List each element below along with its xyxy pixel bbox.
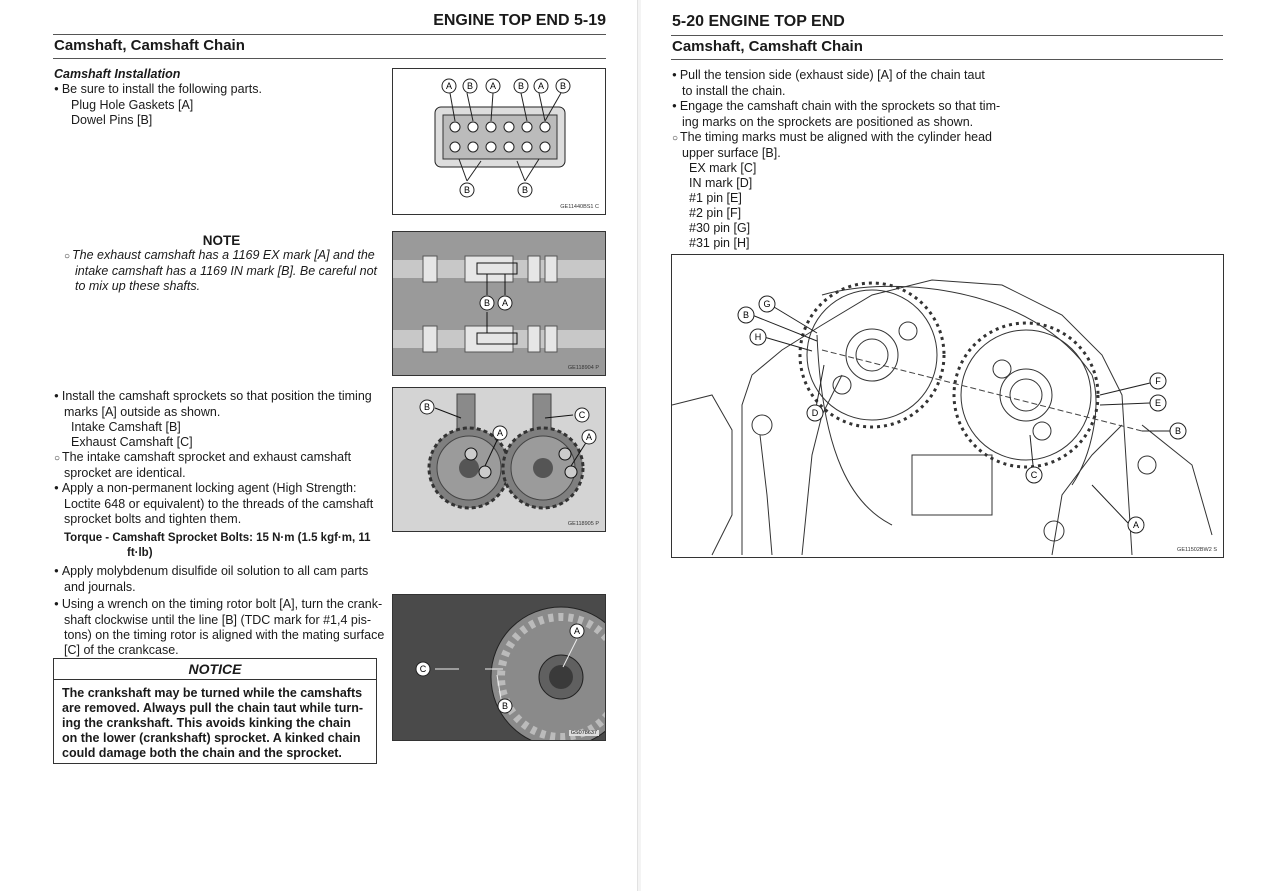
notice-box: [53, 658, 377, 764]
callout-label: E: [1154, 398, 1162, 408]
sprocket-block: [54, 389, 379, 595]
chain-line: ● Pull the tension side (exhaust side) [A] of the chain taut: [672, 68, 1012, 84]
page-header: ENGINE TOP END 5-19: [433, 12, 606, 29]
page-header: 5-20 ENGINE TOP END: [672, 13, 845, 30]
crank-line: [C] of the crankcase.: [64, 643, 179, 657]
section-title: Camshaft, Camshaft Chain: [672, 38, 863, 55]
camshaft-sprockets-figure: [392, 387, 606, 532]
callout-label: A: [501, 298, 509, 308]
figure-code: GE118904 P: [567, 365, 599, 371]
left-page: [0, 0, 637, 891]
chain-line: to install the chain.: [682, 84, 786, 98]
header-rule: [671, 35, 1223, 36]
locking-cont: Loctite 648 or equivalent) to the threads of the camshaft: [64, 497, 374, 511]
crank-block: [54, 597, 385, 658]
sprocket-sub-cont: sprocket are identical.: [64, 466, 186, 480]
callout-label: A: [573, 626, 581, 636]
callout-label: B: [521, 185, 529, 195]
section-rule: [53, 58, 606, 59]
torque-spec: Torque - Camshaft Sprocket Bolts: 15 N·m (1.5 kgf·m, 11: [64, 532, 371, 544]
install-bullet: ● Be sure to install the following parts.: [54, 82, 384, 98]
callout-label: A: [1132, 520, 1140, 530]
camshaft-marks-figure: [392, 231, 606, 376]
figure-code: GS078637: [570, 730, 597, 736]
chain-item: #31 pin [H]: [689, 236, 750, 250]
callout-label: C: [419, 664, 427, 674]
note-line: intake camshaft has a 1169 IN mark [B]. Be careful not: [75, 264, 378, 278]
callout-label: B: [423, 402, 431, 412]
callout-label: H: [754, 332, 762, 342]
section-rule: [671, 59, 1223, 60]
install-block: [54, 67, 384, 128]
sprocket-item: Exhaust Camshaft [C]: [71, 435, 193, 449]
chain-line: ○ The timing marks must be aligned with the cylinder head: [672, 130, 1012, 146]
cylinder-head-figure: [392, 68, 606, 215]
locking-cont: sprocket bolts and tighten them.: [64, 512, 242, 526]
figure-code: GE11440BS1 C: [560, 204, 599, 210]
right-page: [640, 0, 1280, 891]
sprocket-bullet: ● Install the camshaft sprockets so that position the timing: [54, 389, 379, 405]
notice-body: [54, 680, 376, 767]
callout-label: D: [811, 408, 819, 418]
header-rule: [53, 34, 606, 35]
crank-line: tons) on the timing rotor is aligned with the mating surface: [64, 628, 385, 642]
callout-label: B: [1174, 426, 1182, 436]
install-item: Plug Hole Gaskets [A]: [71, 98, 194, 112]
locking-bullet: ● Apply a non-permanent locking agent (High Strength:: [54, 481, 379, 497]
callout-label: B: [466, 81, 474, 91]
notice-line: The crankshaft may be turned while the camshafts: [62, 686, 363, 700]
callout-label: C: [578, 410, 586, 420]
sprocket-bullet-cont: marks [A] outside as shown.: [64, 405, 221, 419]
note-block: [64, 233, 379, 294]
timing-rotor-figure: [392, 594, 606, 741]
moly-bullet: ● Apply molybdenum disulfide oil solution to all cam parts: [54, 564, 379, 580]
install-item: Dowel Pins [B]: [71, 113, 153, 127]
moly-cont: and journals.: [64, 580, 136, 594]
callout-label: C: [1030, 470, 1038, 480]
note-line: to mix up these shafts.: [75, 279, 201, 293]
note-line: ○ The exhaust camshaft has a 1169 EX mark [A] and the: [64, 248, 379, 264]
callout-label: B: [501, 701, 509, 711]
notice-line: are removed. Always pull the chain taut while turn-: [62, 701, 363, 715]
notice-line: could damage both the chain and the sprocket.: [62, 746, 342, 760]
callout-label: A: [537, 81, 545, 91]
chain-item: #2 pin [F]: [689, 206, 742, 220]
callout-label: B: [463, 185, 471, 195]
callout-label: A: [445, 81, 453, 91]
callout-label: B: [559, 81, 567, 91]
callout-label: B: [742, 310, 750, 320]
torque-spec-cont: ft·lb): [127, 547, 153, 559]
section-title: Camshaft, Camshaft Chain: [54, 37, 245, 54]
notice-title: NOTICE: [54, 659, 376, 680]
callout-label: B: [517, 81, 525, 91]
crank-line: ● Using a wrench on the timing rotor bolt [A], turn the crank-: [54, 597, 379, 613]
chain-timing-figure: [671, 254, 1224, 558]
notice-line: ing the crankshaft. This avoids kinking the chain: [62, 716, 351, 730]
figure-code: GE11502BW2 S: [1177, 547, 1217, 553]
callout-label: A: [496, 428, 504, 438]
chain-item: #30 pin [G]: [689, 221, 751, 235]
callout-label: B: [483, 298, 491, 308]
callout-label: F: [1155, 376, 1161, 386]
chain-item: #1 pin [E]: [689, 191, 742, 205]
chain-line: ● Engage the camshaft chain with the sprockets so that tim-: [672, 99, 1012, 115]
figure-code: GE118905 P: [567, 521, 599, 527]
callout-label: A: [489, 81, 497, 91]
chain-line: upper surface [B].: [682, 146, 781, 160]
chain-item: IN mark [D]: [689, 176, 753, 190]
sprocket-item: Intake Camshaft [B]: [71, 420, 181, 434]
chain-line: ing marks on the sprockets are positioned as shown.: [682, 115, 974, 129]
install-heading: Camshaft Installation: [54, 67, 181, 81]
chain-block: [672, 68, 1012, 251]
notice-line: on the lower (crankshaft) sprocket. A kinked chain: [62, 731, 361, 745]
sprocket-sub: ○ The intake camshaft sprocket and exhaust camshaft: [54, 450, 379, 466]
crank-line: shaft clockwise until the line [B] (TDC mark for #1,4 pis-: [64, 613, 372, 627]
callout-label: A: [585, 432, 593, 442]
note-title: NOTE: [202, 233, 241, 248]
callout-label: G: [763, 299, 771, 309]
chain-item: EX mark [C]: [689, 161, 757, 175]
